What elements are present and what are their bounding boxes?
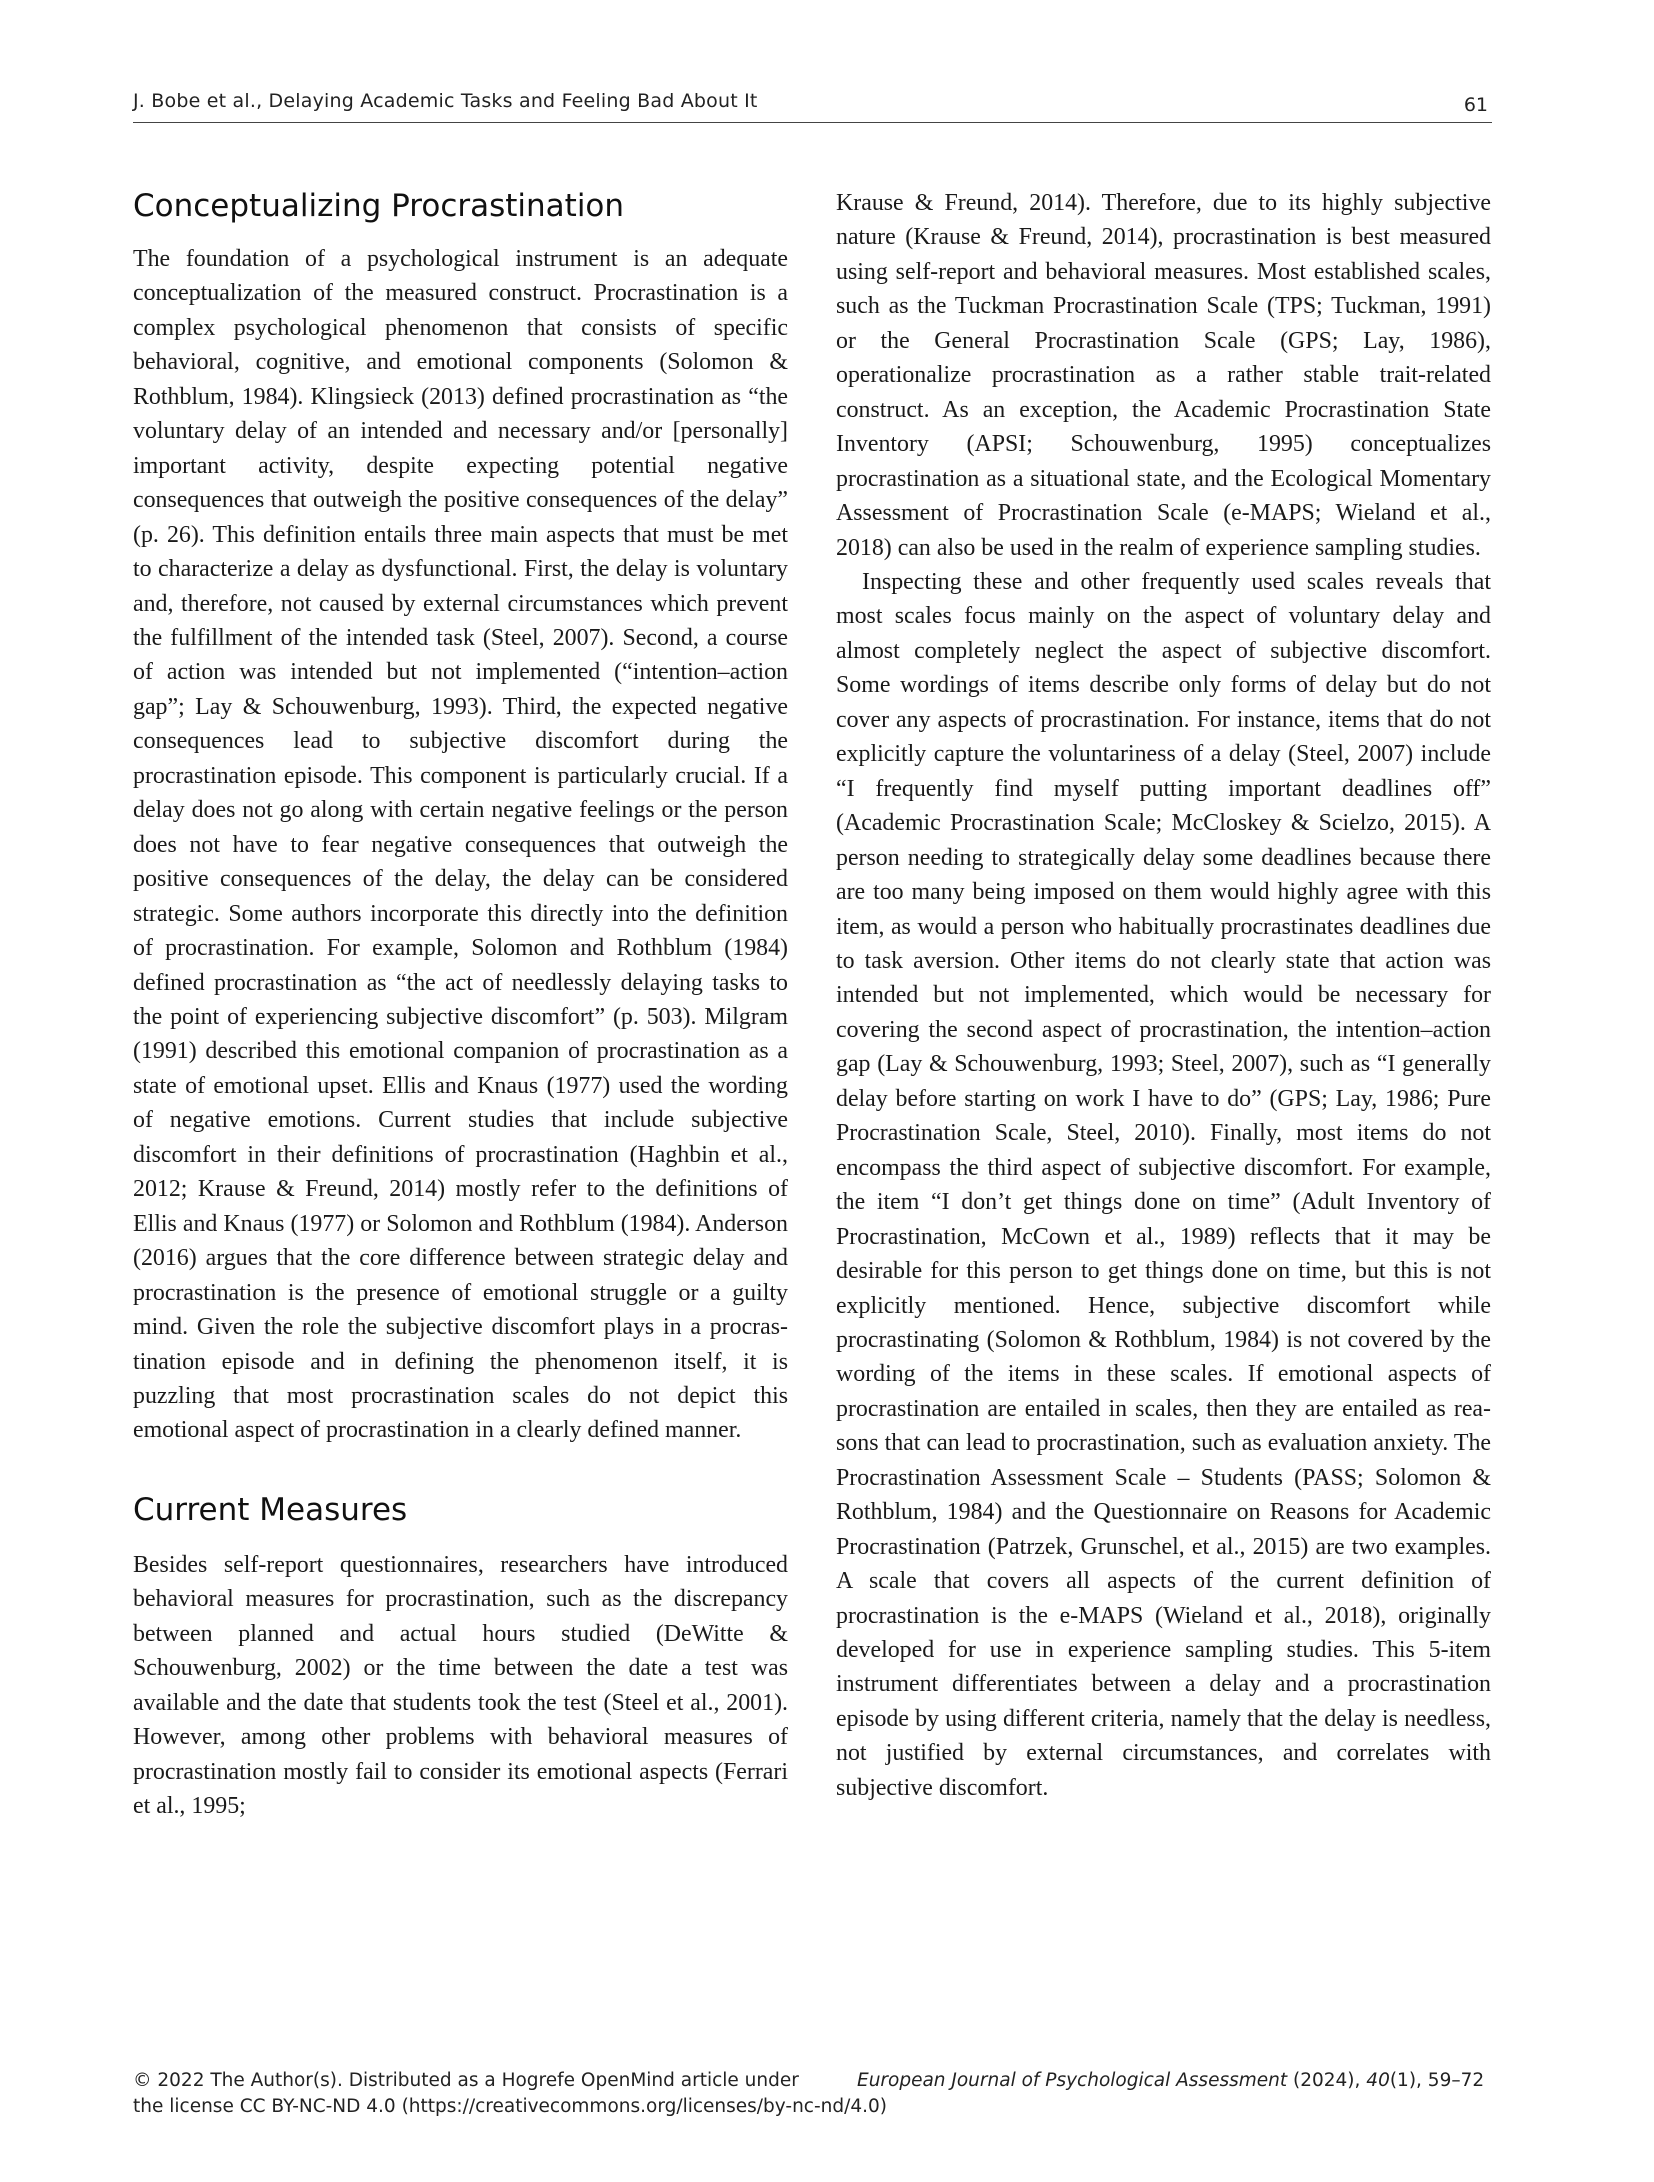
journal-issue-pages: (1), 59–72 (1389, 2070, 1485, 2091)
body-paragraph-right-2: Inspecting these and other frequently used scales reveals that most scales focus mainly on the aspect of voluntary delay and almost completely neglect the aspect of subjective discomfort. Some wordings of items describe only forms of delay but do not cover any aspects of procrastination. For instance, items that do not explicitly capture the voluntariness of a delay (Steel, 2007) include “I frequently find myself putting important deadlines off” (Academic Procrastination Scale; McCloskey & Scielzo, 2015). A person needing to strategically delay some deadlines because there are too many being imposed on them would highly agree with this item, as would a person who habitually procrastinates deadlines due to task aversion. Other items do not clearly state that action was intended but not implemented, which would be necessary for covering the second aspect of procrastination, the intention–action gap (Lay & Schouwenburg, 1993; Steel, 2007), such as “I generally delay before starting on work I have to do” (GPS; Lay, 1986; Pure Procrastination Scale, Steel, 2010). Finally, most items do not encompass the third aspect of subjective discomfort. For example, the item “I don’t get things done on time” (Adult Inventory of Procrastination, McCown et al., 1989) reflects that it may be desirable for this person to get things done on time, but this is not explicitly mentioned. Hence, subjective discomfort while procrastinating (Solomon & Rothblum, 1984) is not covered by the wording of the items in these scales. If emotional aspects of procrastination are entailed in scales, then they are entailed as reasons that can lead to procrastination, such as evaluation anxiety. The Procrastination Assessment Scale – Students (PASS; Solomon & Rothblum, 1984) and the Questionnaire on Reasons for Academic Procrastination (Patrzek, Grunschel, et al., 2015) are two examples. A scale that covers all aspects of the current definition of procrastination is the e-MAPS (Wieland et al., 2018), originally developed for use in experience sampling studies. This 5-item instrument differentiates between a delay and a procrastination episode by using different criteria, namely that the delay is needless, not justified by external circumstances, and correlates with subjective discomfort. (836, 568, 1491, 1801)
license-notice (133, 2068, 893, 2120)
journal-name: European Journal of Psychological Assessment (857, 2070, 1288, 2091)
license-line-1: © 2022 The Author(s). Distributed as a Hogrefe OpenMind article under (133, 2070, 799, 2091)
running-header (133, 86, 1492, 123)
right-column (836, 186, 1491, 1805)
body-paragraph-conceptualizing: The foundation of a psychological instrument is an adequate conceptualization of the measured construct. Procrastination is a complex psychological phenomenon that consists of specific behavioral, cognitive, and emotional components (Solomon & Rothblum, 1984). Klingsieck (2013) defined procrastination as “the voluntary delay of an intended and necessary and/or [personally] important activity, despite expecting potential negative consequences that outweigh the positive consequences of the delay” (p. 26). This definition entails three main aspects that must be met to characterize a delay as dysfunctional. First, the delay is voluntary and, therefore, not caused by external circumstances which prevent the fulfillment of the intended task (Steel, 2007). Second, a course of action was intended but not implemented (“intention–action gap”; Lay & Schouwenburg, 1993). Third, the expected negative consequences lead to subjective discomfort during the procrastination episode. This component is particularly crucial. If a delay does not go along with certain negative feelings or the person does not have to fear negative consequences that outweigh the positive consequences of the delay, the delay can be considered strategic. Some authors incorporate this directly into the definition of procrastination. For example, Solomon and Rothblum (1984) defined procrastination as “the act of needlessly delaying tasks to the point of experiencing subjective discomfort” (p. 503). Milgram (1991) described this emotional companion of procrastination as a state of emotional upset. Ellis and Knaus (1977) used the wording of negative emotions. Current studies that include subjective discomfort in their definitions of procrastination (Haghbin et al., 2012; Krause & Freund, 2014) mostly refer to the definitions of Ellis and Knaus (1977) or Solomon and Rothblum (1984). Anderson (2016) argues that the core difference between strategic delay and procrastination is the presence of emotional struggle or a guilty mind. Given the role the subjective discomfort plays in a procrastination episode and in defining the phenomenon itself, it is puzzling that most procrastination scales do not depict this emotional aspect of procrastination in a clearly defined manner. (133, 246, 788, 1444)
left-column (133, 186, 788, 1823)
running-title: J. Bobe et al., Delaying Academic Tasks and Feeling Bad About It (133, 90, 758, 112)
journal-volume: 40 (1366, 2070, 1390, 2091)
section-heading-current-measures: Current Measures (133, 1491, 408, 1528)
body-paragraph-right-1: Krause & Freund, 2014). Therefore, due to its highly subjective nature (Krause & Freund, 2014), procrastination is best measured using self-report and behavioral measures. Most established scales, such as the Tuckman Procrastination Scale (TPS; Tuckman, 1991) or the General Procrastination Scale (GPS; Lay, 1986), operationalize procrastination as a rather stable trait-related construct. As an exception, the Academic Procrastination State Inventory (APSI; Schouwenburg, 1995) conceptualizes procrastination as a situational state, and the Ecological Momentary Assessment of Procrastination Scale (e-MAPS; Wieland et al., 2018) can also be used in the realm of experience sampling studies. (836, 190, 1491, 561)
body-paragraph-current-measures: Besides self-report questionnaires, researchers have introduced behavioral measures for procrastination, such as the discrepancy between planned and actual hours studied (DeWitte & Schouwenburg, 2002) or the time between the date a test was available and the date that students took the test (Steel et al., 2001). However, among other problems with behavioral measures of procrastination mostly fail to consider its emotional aspects (Ferrari et al., 1995; (133, 1551, 788, 1820)
section-heading-conceptualizing: Conceptualizing Procrastination (133, 188, 625, 224)
journal-citation (857, 2068, 1484, 2094)
page-number: 61 (1463, 94, 1488, 116)
journal-year: (2024), (1293, 2070, 1361, 2091)
license-line-2: the license CC BY-NC-ND 4.0 (https://creativecommons.org/licenses/by-nc-nd/4.0) (133, 2096, 887, 2117)
